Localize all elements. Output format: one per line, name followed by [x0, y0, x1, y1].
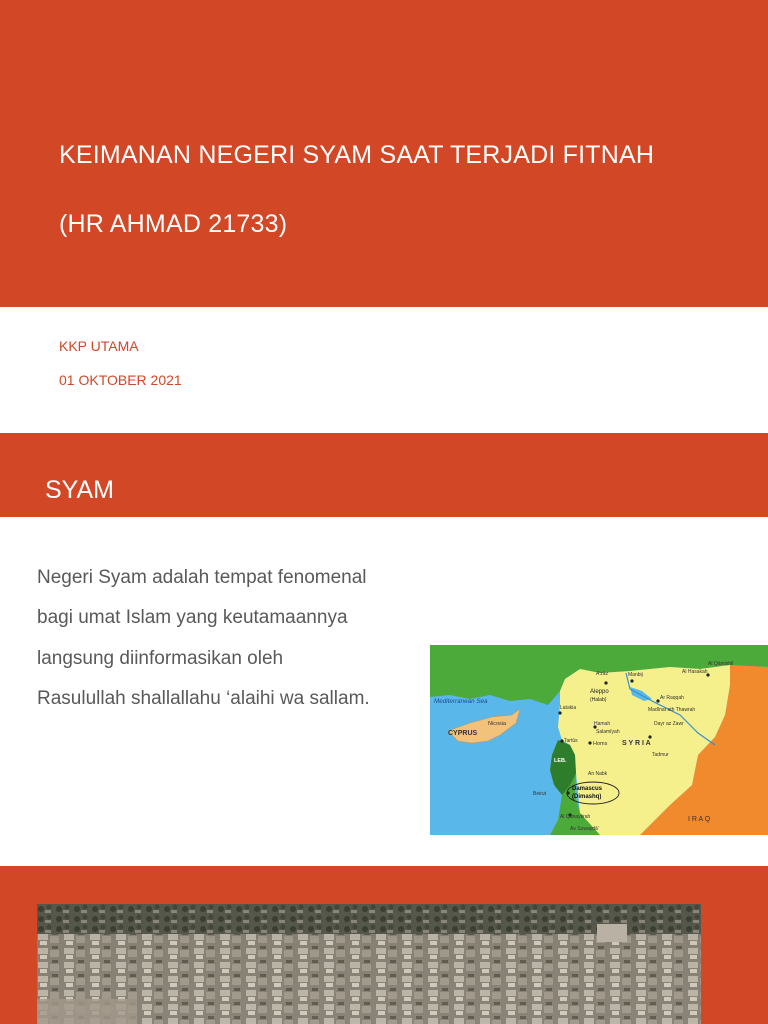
map-label-nabk: An Nabk	[588, 771, 608, 777]
map-label-suwayda: As Suwaydā'	[570, 826, 599, 832]
title-slide-subtitle-area	[0, 307, 768, 433]
body-text-line: Negeri Syam adalah tempat fenomenal	[37, 567, 367, 588]
map-label-latakia: Latakia	[560, 705, 577, 711]
map-label-homs: Homs	[593, 741, 608, 747]
map-label-hamah: Hamah	[594, 721, 611, 727]
map-label-tadmur: Tadmur	[652, 752, 669, 758]
slide-subtitle-author: KKP UTAMA	[59, 338, 139, 354]
body-text-line: langsung diinformasikan oleh	[37, 648, 284, 669]
map-label-tartus: Tartūs	[564, 738, 578, 744]
slide-subtitle-date: 01 OKTOBER 2021	[59, 372, 182, 388]
map-label-lebanon: LEB.	[554, 758, 567, 764]
map-label-sea: Mediterranean Sea	[434, 698, 488, 705]
map-label-madinat: Madīnat ath Thawrah	[648, 707, 696, 713]
map-label-aleppo: Aleppo	[590, 689, 609, 695]
map-label-iraq: I R A Q	[688, 816, 711, 823]
map-label-nicosia: Nicosia	[488, 721, 507, 727]
map-label-damascus: Damascus	[572, 786, 603, 792]
map-label-cyprus: CYPRUS	[448, 730, 478, 737]
map-label-raqqah: Ar Raqqah	[660, 695, 684, 701]
map-label-salamiyah: Salamīyah	[596, 729, 620, 735]
map-label-dimashq: (Dimashq)	[572, 794, 602, 800]
slide-2-title: SYAM	[45, 476, 114, 504]
map-label-azaz: A'zāz	[596, 671, 609, 677]
map-label-halab: (Halab)	[590, 697, 607, 703]
slide-2-header-bar	[0, 433, 768, 517]
map-label-syria: S Y R I A	[622, 740, 651, 747]
slide-title-line-2: (HR AHMAD 21733)	[59, 210, 288, 238]
syria-map-image	[430, 645, 768, 835]
body-text-line: bagi umat Islam yang keutamaannya	[37, 607, 348, 628]
map-label-quneitra: Al Qunaytirah	[560, 814, 591, 820]
slide-title-line-1: KEIMANAN NEGERI SYAM SAAT TERJADI FITNAH	[59, 141, 655, 169]
map-label-hasakah: Al Hasakah	[682, 669, 708, 675]
map-label-dayr: Dayr az Zawr	[654, 721, 684, 727]
map-label-manbij: Manbij	[628, 672, 643, 678]
map-label-qamishli: Al Qāmishlī	[708, 661, 734, 667]
body-text-line: Rasulullah shallallahu ‘alaihi wa sallam.	[37, 688, 370, 709]
city-photo	[37, 904, 701, 1024]
map-label-beirut: Beirut	[533, 791, 547, 797]
